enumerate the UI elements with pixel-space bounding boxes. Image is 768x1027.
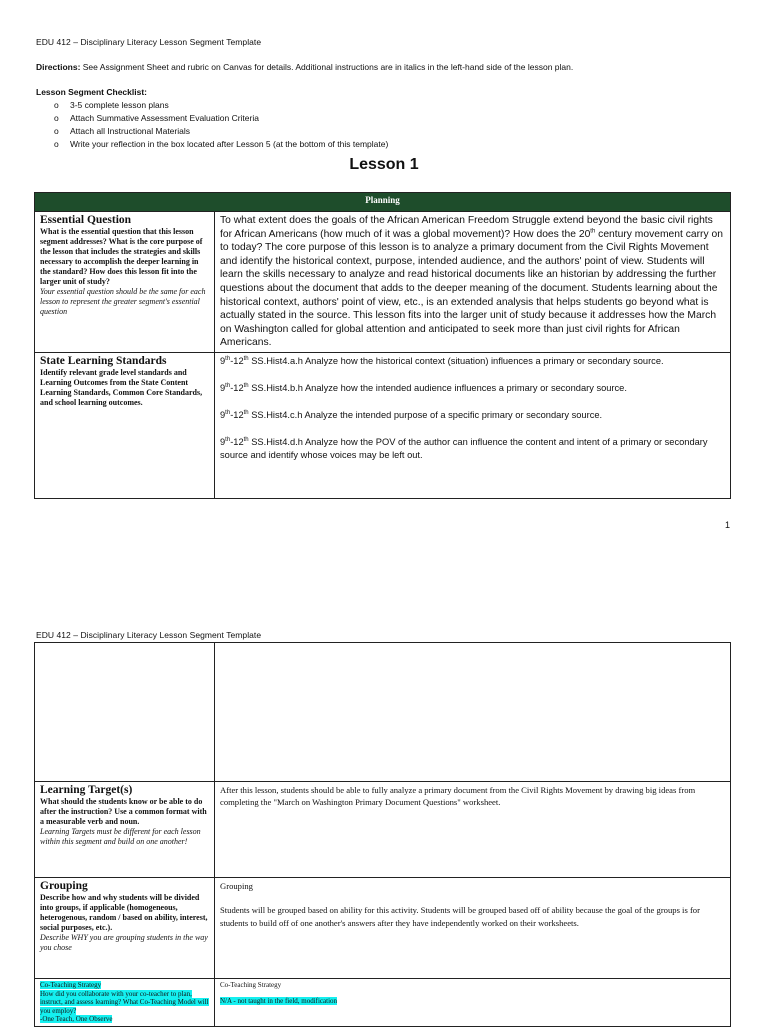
page-number: 1 — [725, 520, 731, 530]
essential-question-note: Your essential question should be the same for each lesson to represent the greater segment's essential question — [40, 287, 206, 316]
page-2 — [0, 616, 768, 1024]
learning-target-cell — [35, 782, 215, 878]
page-header: EDU 412 – Disciplinary Literacy Lesson Segment Template — [36, 37, 262, 47]
planning-table-continued — [34, 642, 731, 1027]
coteaching-item: -One Teach, One Observe — [40, 1015, 113, 1023]
coteaching-desc: How did you collaborate with your co-teacher to plan, instruct, and assess learning? What Co-Teaching Model will you employ? — [40, 989, 209, 1015]
grouping-cell — [35, 878, 215, 979]
standard-item: 9th-12th SS.Hist4.d.h Analyze how the POV of the author can influence the content and intent of a primary or secondary source and identify whose voices may be left out. — [220, 436, 708, 460]
checklist — [36, 99, 388, 151]
directions-label: Directions: — [36, 62, 81, 72]
learning-target-desc: What should the students know or be able to do after the instruction? Use a common format with a measurable verb and noun. — [40, 797, 207, 826]
standards-answer[interactable] — [215, 353, 731, 499]
page-header: EDU 412 – Disciplinary Literacy Lesson Segment Template — [36, 630, 262, 640]
circle-bullet-icon: o — [54, 113, 59, 123]
circle-bullet-icon: o — [54, 126, 59, 136]
grouping-title: Grouping — [40, 880, 88, 892]
lesson-title: Lesson 1 — [349, 156, 419, 173]
checklist-item: o Attach Summative Assessment Evaluation Criteria — [54, 113, 259, 123]
checklist-item: o 3-5 complete lesson plans — [54, 100, 169, 110]
continued-cell-right[interactable] — [215, 643, 731, 782]
circle-bullet-icon: o — [54, 100, 59, 110]
essential-question-desc: What is the essential question that this lesson segment addresses? What is the core purpose of the lesson that includes the strategies and skills necessary to accomplish the deeper learning in the standard? How does this lesson fit into the larger unit of study? — [40, 227, 203, 286]
circle-bullet-icon: o — [54, 139, 59, 149]
standards-title: State Learning Standards — [40, 355, 167, 367]
standard-item: 9th-12th SS.Hist4.b.h Analyze how the intended audience influences a primary or secondary source. — [220, 382, 627, 393]
essential-question-title: Essential Question — [40, 214, 132, 226]
grouping-desc: Describe how and why students will be divided into groups, if applicable (homogeneous, heterogenous, random / based on ability, interest, social purposes, etc.). — [40, 893, 208, 932]
grouping-note: Describe WHY you are grouping students in the way you chose — [40, 933, 208, 952]
standard-item: 9th-12th SS.Hist4.a.h Analyze how the historical context (situation) influences a primary or secondary source. — [220, 355, 664, 366]
essential-question-answer[interactable]: To what extent does the goals of the African American Freedom Struggle extend beyond the basic civil rights for African Americans (how much of it was a global movement)? How does the 20th century movement carry on to today? The core purpose of this lesson is to analyze a primary document from the Civil Rights Movement and identify the historical context, purpose, intended audience, and the authors' point of view. Students will learn the skills necessary to analyze and read historical documents like an historian by addressing the further questions about the document that adds to the deeper meaning of the document. Students learning about the historical context, authors' point of view, etc., is an extended analysis that helps students go beyond what is actually stated in the source. This lesson fits into the larger unit of study because it addresses how the March on Washington called for global attention and anticipated to seek more than just civil rights for African Americans. — [215, 212, 731, 353]
directions-text: See Assignment Sheet and rubric on Canvas for details. Additional instructions are in italics in the left-hand side of the lesson plan. — [80, 62, 574, 72]
standards-cell — [35, 353, 215, 499]
planning-header: Planning — [35, 193, 731, 212]
checklist-title: Lesson Segment Checklist: — [36, 87, 148, 97]
checklist-item: o Attach all Instructional Materials — [54, 126, 190, 136]
coteaching-cell — [35, 979, 215, 1027]
checklist-item: o Write your reflection in the box located after Lesson 5 (at the bottom of this template) — [54, 139, 389, 149]
directions — [36, 62, 573, 72]
essential-question-cell — [35, 212, 215, 353]
coteaching-answer-label: Co-Teaching Strategy — [220, 981, 282, 989]
learning-target-answer[interactable]: After this lesson, students should be able to fully analyze a primary document from the Civil Rights Movement by drawing big ideas from completing the "March on Washington Primary Document Questions" worksheet. — [215, 782, 731, 878]
standard-item: 9th-12th SS.Hist4.c.h Analyze the intended purpose of a specific primary or secondary source. — [220, 409, 603, 420]
grouping-answer-label: Grouping — [220, 881, 253, 891]
standards-desc: Identify relevant grade level standards and Learning Outcomes from the State Content Learning Standards, Common Core Standards, and school learning outcomes. — [40, 368, 203, 407]
learning-target-title: Learning Target(s) — [40, 784, 133, 796]
continued-cell-left — [35, 643, 215, 782]
coteaching-answer[interactable]: Co-Teaching Strategy N/A - not taught in the field, modification — [215, 979, 731, 1027]
grouping-answer[interactable]: Grouping Students will be grouped based on ability for this activity. Students will be grouped based off of ability because the goal of the groups is for students to build off of one another's answers after they have independently worked on their worksheets. — [215, 878, 731, 979]
coteaching-title: Co-Teaching Strategy — [40, 981, 102, 989]
planning-table — [34, 192, 731, 499]
learning-target-note: Learning Targets must be different for each lesson within this segment and build on one another! — [40, 827, 201, 846]
